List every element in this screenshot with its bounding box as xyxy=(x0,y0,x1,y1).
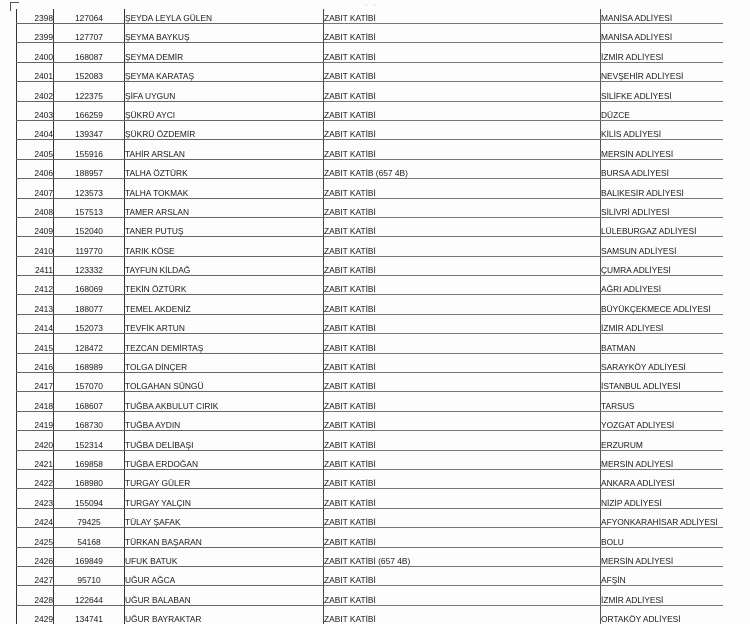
table-row xyxy=(17,489,724,508)
job-title-cell: ZABIT KATİBİ xyxy=(324,489,601,508)
table-row xyxy=(17,179,724,198)
row-number-cell: 2408 xyxy=(17,198,54,217)
person-name-cell: TOLGA DİNÇER xyxy=(125,353,324,372)
table-row xyxy=(17,314,724,333)
workplace-cell: AĞRI ADLİYESİ xyxy=(601,276,724,295)
person-name-cell: TURGAY GÜLER xyxy=(125,469,324,488)
job-title-cell: ZABIT KATİBİ xyxy=(324,140,601,159)
person-name-cell: TALHA ÖZTÜRK xyxy=(125,159,324,178)
job-title-cell: ZABIT KATİBİ xyxy=(324,62,601,81)
table-row xyxy=(17,237,724,256)
workplace-cell: AFŞİN xyxy=(601,566,724,585)
registry-number-cell: 168607 xyxy=(54,392,125,411)
job-title-cell: ZABIT KATİBİ (657 4B) xyxy=(324,547,601,566)
job-title-cell: ZABIT KATİBİ xyxy=(324,469,601,488)
job-title-cell: ZABIT KATİBİ xyxy=(324,373,601,392)
row-number-cell: 2423 xyxy=(17,489,54,508)
registry-number-cell: 139347 xyxy=(54,120,125,139)
registry-number-cell: 152083 xyxy=(54,62,125,81)
table-row xyxy=(17,450,724,469)
workplace-cell: İSTANBUL ADLİYESİ xyxy=(601,373,724,392)
person-name-cell: TÜRKAN BAŞARAN xyxy=(125,528,324,547)
scan-marks: · · xyxy=(365,2,378,9)
job-title-cell: ZABIT KATİBİ xyxy=(324,101,601,120)
person-name-cell: ŞEYMA DEMİR xyxy=(125,43,324,62)
registry-number-cell: 119770 xyxy=(54,237,125,256)
registry-number-cell: 155094 xyxy=(54,489,125,508)
person-name-cell: TAMER ARSLAN xyxy=(125,198,324,217)
row-number-cell: 2418 xyxy=(17,392,54,411)
job-title-cell: ZABIT KATİBİ xyxy=(324,566,601,585)
person-name-cell: TOLGAHAN SÜNGÜ xyxy=(125,373,324,392)
row-number-cell: 2427 xyxy=(17,566,54,585)
registry-number-cell: 123573 xyxy=(54,179,125,198)
workplace-cell: BOLU xyxy=(601,528,724,547)
person-name-cell: TARIK KÖSE xyxy=(125,237,324,256)
registry-number-cell: 168730 xyxy=(54,411,125,430)
registry-number-cell: 157070 xyxy=(54,373,125,392)
workplace-cell: LÜLEBURGAZ ADLİYESİ xyxy=(601,217,724,236)
person-name-cell: UĞUR AĞCA xyxy=(125,566,324,585)
job-title-cell: ZABIT KATİBİ xyxy=(324,314,601,333)
job-title-cell: ZABIT KATİBİ xyxy=(324,43,601,62)
job-title-cell: ZABIT KATİBİ xyxy=(324,198,601,217)
registry-number-cell: 155916 xyxy=(54,140,125,159)
job-title-cell: ZABIT KATİBİ xyxy=(324,295,601,314)
table-row xyxy=(17,392,724,411)
row-number-cell: 2401 xyxy=(17,62,54,81)
table-row xyxy=(17,528,724,547)
row-number-cell: 2398 xyxy=(17,9,54,24)
workplace-cell: MERSİN ADLİYESİ xyxy=(601,547,724,566)
row-number-cell: 2422 xyxy=(17,469,54,488)
job-title-cell: ZABIT KATİBİ xyxy=(324,237,601,256)
row-number-cell: 2407 xyxy=(17,179,54,198)
row-number-cell: 2415 xyxy=(17,334,54,353)
registry-number-cell: 127064 xyxy=(54,9,125,24)
person-name-cell: TEKİN ÖZTÜRK xyxy=(125,276,324,295)
table-row xyxy=(17,508,724,527)
registry-number-cell: 168087 xyxy=(54,43,125,62)
job-title-cell: ZABIT KATİBİ xyxy=(324,508,601,527)
table-row xyxy=(17,431,724,450)
job-title-cell: ZABIT KATİB (657 4B) xyxy=(324,159,601,178)
registry-number-cell: 79425 xyxy=(54,508,125,527)
row-number-cell: 2403 xyxy=(17,101,54,120)
table-row xyxy=(17,120,724,139)
row-number-cell: 2404 xyxy=(17,120,54,139)
job-title-cell: ZABIT KATİBİ xyxy=(324,24,601,43)
job-title-cell: ZABIT KATİBİ xyxy=(324,392,601,411)
person-name-cell: ŞÜKRÜ ÖZDEMİR xyxy=(125,120,324,139)
workplace-cell: TARSUS xyxy=(601,392,724,411)
personnel-table-body xyxy=(17,9,724,624)
table-row xyxy=(17,62,724,81)
table-row xyxy=(17,276,724,295)
registry-number-cell: 122375 xyxy=(54,82,125,101)
person-name-cell: UĞUR BAYRAKTAR xyxy=(125,605,324,624)
registry-number-cell: 188077 xyxy=(54,295,125,314)
job-title-cell: ZABIT KATİBİ xyxy=(324,450,601,469)
registry-number-cell: 188957 xyxy=(54,159,125,178)
table-row xyxy=(17,82,724,101)
workplace-cell: ANKARA ADLİYESİ xyxy=(601,469,724,488)
person-name-cell: TEMEL AKDENİZ xyxy=(125,295,324,314)
registry-number-cell: 95710 xyxy=(54,566,125,585)
row-number-cell: 2417 xyxy=(17,373,54,392)
personnel-table xyxy=(16,9,723,624)
table-row xyxy=(17,334,724,353)
workplace-cell: SARAYKÖY ADLİYESİ xyxy=(601,353,724,372)
job-title-cell: ZABIT KATİBİ xyxy=(324,431,601,450)
workplace-cell: BALIKESİR ADLİYESİ xyxy=(601,179,724,198)
row-number-cell: 2424 xyxy=(17,508,54,527)
workplace-cell: DÜZCE xyxy=(601,101,724,120)
table-row xyxy=(17,295,724,314)
row-number-cell: 2414 xyxy=(17,314,54,333)
registry-number-cell: 152073 xyxy=(54,314,125,333)
row-number-cell: 2425 xyxy=(17,528,54,547)
row-number-cell: 2409 xyxy=(17,217,54,236)
registry-number-cell: 54168 xyxy=(54,528,125,547)
registry-number-cell: 168980 xyxy=(54,469,125,488)
person-name-cell: TÜLAY ŞAFAK xyxy=(125,508,324,527)
table-row xyxy=(17,24,724,43)
table-row xyxy=(17,43,724,62)
person-name-cell: TEVFİK ARTUN xyxy=(125,314,324,333)
table-row xyxy=(17,9,724,24)
registry-number-cell: 157513 xyxy=(54,198,125,217)
workplace-cell: MERSİN ADLİYESİ xyxy=(601,450,724,469)
table-row xyxy=(17,605,724,624)
person-name-cell: ŞEYMA BAYKUŞ xyxy=(125,24,324,43)
person-name-cell: ŞEYDA LEYLA GÜLEN xyxy=(125,9,324,24)
table-row xyxy=(17,217,724,236)
registry-number-cell: 168069 xyxy=(54,276,125,295)
job-title-cell: ZABIT KATİBİ xyxy=(324,9,601,24)
job-title-cell: ZABIT KATİBİ xyxy=(324,120,601,139)
row-number-cell: 2400 xyxy=(17,43,54,62)
job-title-cell: ZABIT KATİBİ xyxy=(324,276,601,295)
workplace-cell: MERSİN ADLİYESİ xyxy=(601,140,724,159)
workplace-cell: İZMİR ADLİYESİ xyxy=(601,43,724,62)
table-row xyxy=(17,411,724,430)
job-title-cell: ZABIT KATİBİ xyxy=(324,256,601,275)
row-number-cell: 2419 xyxy=(17,411,54,430)
person-name-cell: TAYFUN KİLDAĞ xyxy=(125,256,324,275)
person-name-cell: ŞEYMA KARATAŞ xyxy=(125,62,324,81)
person-name-cell: TUĞBA ERDOĞAN xyxy=(125,450,324,469)
person-name-cell: TUĞBA AKBULUT CIRIK xyxy=(125,392,324,411)
job-title-cell: ZABIT KATİBİ xyxy=(324,586,601,605)
registry-number-cell: 134741 xyxy=(54,605,125,624)
workplace-cell: MANİSA ADLİYESİ xyxy=(601,9,724,24)
row-number-cell: 2410 xyxy=(17,237,54,256)
person-name-cell: UĞUR BALABAN xyxy=(125,586,324,605)
registry-number-cell: 123332 xyxy=(54,256,125,275)
person-name-cell: TANER PUTUŞ xyxy=(125,217,324,236)
row-number-cell: 2412 xyxy=(17,276,54,295)
workplace-cell: YOZGAT ADLİYESİ xyxy=(601,411,724,430)
table-row xyxy=(17,547,724,566)
table-row xyxy=(17,353,724,372)
table-row xyxy=(17,140,724,159)
workplace-cell: SİLİVRİ ADLİYESİ xyxy=(601,198,724,217)
registry-number-cell: 169858 xyxy=(54,450,125,469)
registry-number-cell: 128472 xyxy=(54,334,125,353)
person-name-cell: ŞİFA UYGUN xyxy=(125,82,324,101)
job-title-cell: ZABIT KATİBİ xyxy=(324,82,601,101)
row-number-cell: 2429 xyxy=(17,605,54,624)
registry-number-cell: 152314 xyxy=(54,431,125,450)
workplace-cell: İZMİR ADLİYESİ xyxy=(601,314,724,333)
person-name-cell: UFUK BATUK xyxy=(125,547,324,566)
workplace-cell: NEVŞEHİR ADLİYESİ xyxy=(601,62,724,81)
row-number-cell: 2406 xyxy=(17,159,54,178)
row-number-cell: 2416 xyxy=(17,353,54,372)
workplace-cell: SİLİFKE ADLİYESİ xyxy=(601,82,724,101)
workplace-cell: BÜYÜKÇEKMECE ADLİYESİ xyxy=(601,295,724,314)
row-number-cell: 2411 xyxy=(17,256,54,275)
row-number-cell: 2420 xyxy=(17,431,54,450)
job-title-cell: ZABIT KATİBİ xyxy=(324,353,601,372)
table-row xyxy=(17,566,724,585)
workplace-cell: SAMSUN ADLİYESİ xyxy=(601,237,724,256)
registry-number-cell: 127707 xyxy=(54,24,125,43)
table-row xyxy=(17,198,724,217)
person-name-cell: TEZCAN DEMİRTAŞ xyxy=(125,334,324,353)
registry-number-cell: 166259 xyxy=(54,101,125,120)
registry-number-cell: 152040 xyxy=(54,217,125,236)
job-title-cell: ZABIT KATİBİ xyxy=(324,411,601,430)
row-number-cell: 2426 xyxy=(17,547,54,566)
table-row xyxy=(17,159,724,178)
table-row xyxy=(17,101,724,120)
workplace-cell: ÇUMRA ADLİYESİ xyxy=(601,256,724,275)
person-name-cell: TALHA TOKMAK xyxy=(125,179,324,198)
job-title-cell: ZABIT KATİBİ xyxy=(324,605,601,624)
workplace-cell: BURSA ADLİYESİ xyxy=(601,159,724,178)
job-title-cell: ZABIT KATİBİ xyxy=(324,528,601,547)
workplace-cell: KİLİS ADLİYESİ xyxy=(601,120,724,139)
workplace-cell: AFYONKARAHİSAR ADLİYESİ xyxy=(601,508,724,527)
workplace-cell: İZMİR ADLİYESİ xyxy=(601,586,724,605)
row-number-cell: 2399 xyxy=(17,24,54,43)
person-name-cell: TURGAY YALÇIN xyxy=(125,489,324,508)
person-name-cell: TUĞBA DELİBAŞI xyxy=(125,431,324,450)
registry-number-cell: 168989 xyxy=(54,353,125,372)
table-row xyxy=(17,469,724,488)
job-title-cell: ZABIT KATİBİ xyxy=(324,217,601,236)
table-row xyxy=(17,586,724,605)
table-row xyxy=(17,256,724,275)
workplace-cell: ORTAKÖY ADLİYESİ xyxy=(601,614,681,624)
workplace-cell: MANİSA ADLİYESİ xyxy=(601,24,724,43)
workplace-cell: NİZİP ADLİYESİ xyxy=(601,489,724,508)
row-number-cell: 2405 xyxy=(17,140,54,159)
job-title-cell: ZABIT KATİBİ xyxy=(324,179,601,198)
table-row xyxy=(17,373,724,392)
person-name-cell: TAHİR ARSLAN xyxy=(125,140,324,159)
person-name-cell: ŞÜKRÜ AYCI xyxy=(125,101,324,120)
row-number-cell: 2421 xyxy=(17,450,54,469)
job-title-cell: ZABIT KATİBİ xyxy=(324,334,601,353)
row-number-cell: 2428 xyxy=(17,586,54,605)
registry-number-cell: 169849 xyxy=(54,547,125,566)
row-number-cell: 2402 xyxy=(17,82,54,101)
workplace-cell: ERZURUM xyxy=(601,431,724,450)
registry-number-cell: 122644 xyxy=(54,586,125,605)
row-number-cell: 2413 xyxy=(17,295,54,314)
person-name-cell: TUĞBA AYDIN xyxy=(125,411,324,430)
workplace-cell: BATMAN xyxy=(601,334,724,353)
